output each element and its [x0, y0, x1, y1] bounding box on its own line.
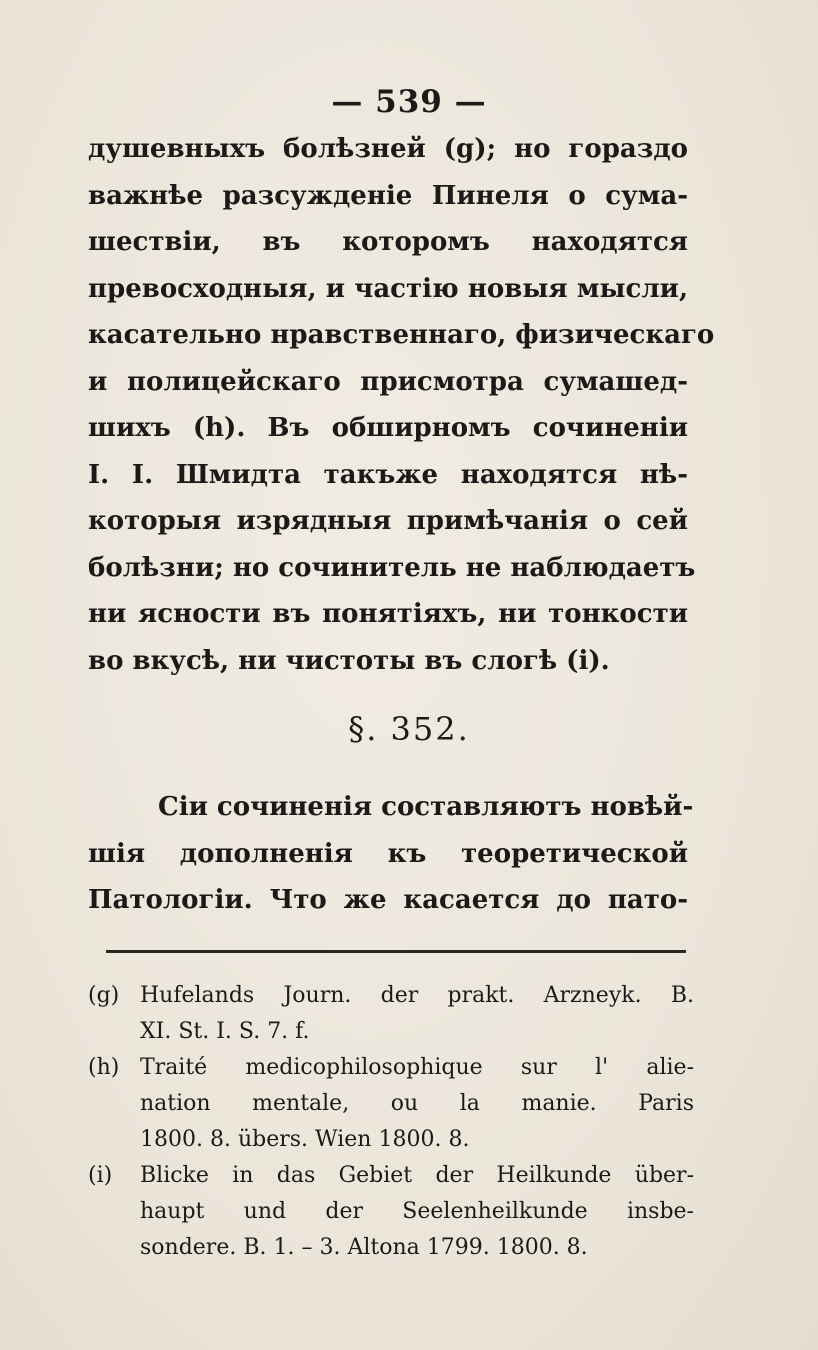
text-line: и полицейскаго присмотра сумашед-	[88, 366, 688, 397]
footnote-h	[88, 1050, 694, 1158]
footnote-i	[88, 1158, 694, 1266]
footnote-line: Blicke in das Gebiet der Heilkunde über-	[140, 1163, 694, 1188]
footnote-g	[88, 978, 694, 1050]
text-line: превосходныя, и частію новыя мысли,	[88, 273, 688, 304]
footnote-body	[140, 1158, 694, 1266]
page-number: — 539 —	[331, 84, 487, 120]
text-line: душевныхъ болѣзней (g); но гораздо	[88, 134, 688, 164]
text-line: ни ясности въ понятіяхъ, ни тонкости	[88, 599, 688, 629]
text-line: Патологіи. Что же касается до пато-	[88, 885, 688, 915]
text-line: I. I. Шмидта такъже находятся нѣ-	[88, 459, 688, 490]
footnote-line: haupt und der Seelenheilkunde insbe-	[140, 1199, 694, 1224]
section-heading: §. 352.	[348, 710, 470, 748]
footnote-line: sondere. B. 1. – 3. Altona 1799. 1800. 8.	[140, 1235, 588, 1260]
paragraph-section	[88, 784, 694, 924]
text-line: касательно нравственнаго, физическаго	[88, 320, 715, 350]
footnote-mark: (g)	[88, 983, 120, 1008]
paragraph-main	[88, 126, 715, 684]
footnote-line: XI. St. I. S. 7. f.	[140, 1019, 310, 1044]
text-line: которыя изрядныя примѣчанія о сей	[88, 506, 688, 536]
footnote-body	[140, 1050, 694, 1158]
footnotes	[88, 978, 694, 1266]
text-line: во вкусѣ, ни чистоты въ слогѣ (i).	[88, 645, 610, 676]
footnote-mark: (h)	[88, 1055, 120, 1080]
text-line: Сіи сочиненія составляютъ новѣй-	[158, 792, 694, 822]
text-line: шествіи, въ которомъ находятся	[88, 227, 688, 257]
footnote-mark: (i)	[88, 1163, 113, 1188]
footnote-line: 1800. 8. übers. Wien 1800. 8.	[140, 1127, 470, 1152]
footnote-line: Traité medicophilosophique sur l' alie-	[140, 1055, 694, 1080]
text-line: шихъ (h). Въ обширномъ сочиненіи	[88, 413, 688, 443]
text-line: болѣзни; но сочинитель не наблюдаетъ	[88, 552, 696, 583]
footnote-body	[140, 978, 694, 1050]
footnote-line: Hufelands Journ. der prakt. Arzneyk. B.	[140, 983, 694, 1008]
text-line: шія дополненія къ теоретической	[88, 838, 688, 869]
text-line: важнѣе разсужденіе Пинеля о сума-	[88, 180, 688, 211]
footnote-divider	[106, 950, 686, 953]
footnote-line: nation mentale, ou la manie. Paris	[140, 1091, 694, 1116]
